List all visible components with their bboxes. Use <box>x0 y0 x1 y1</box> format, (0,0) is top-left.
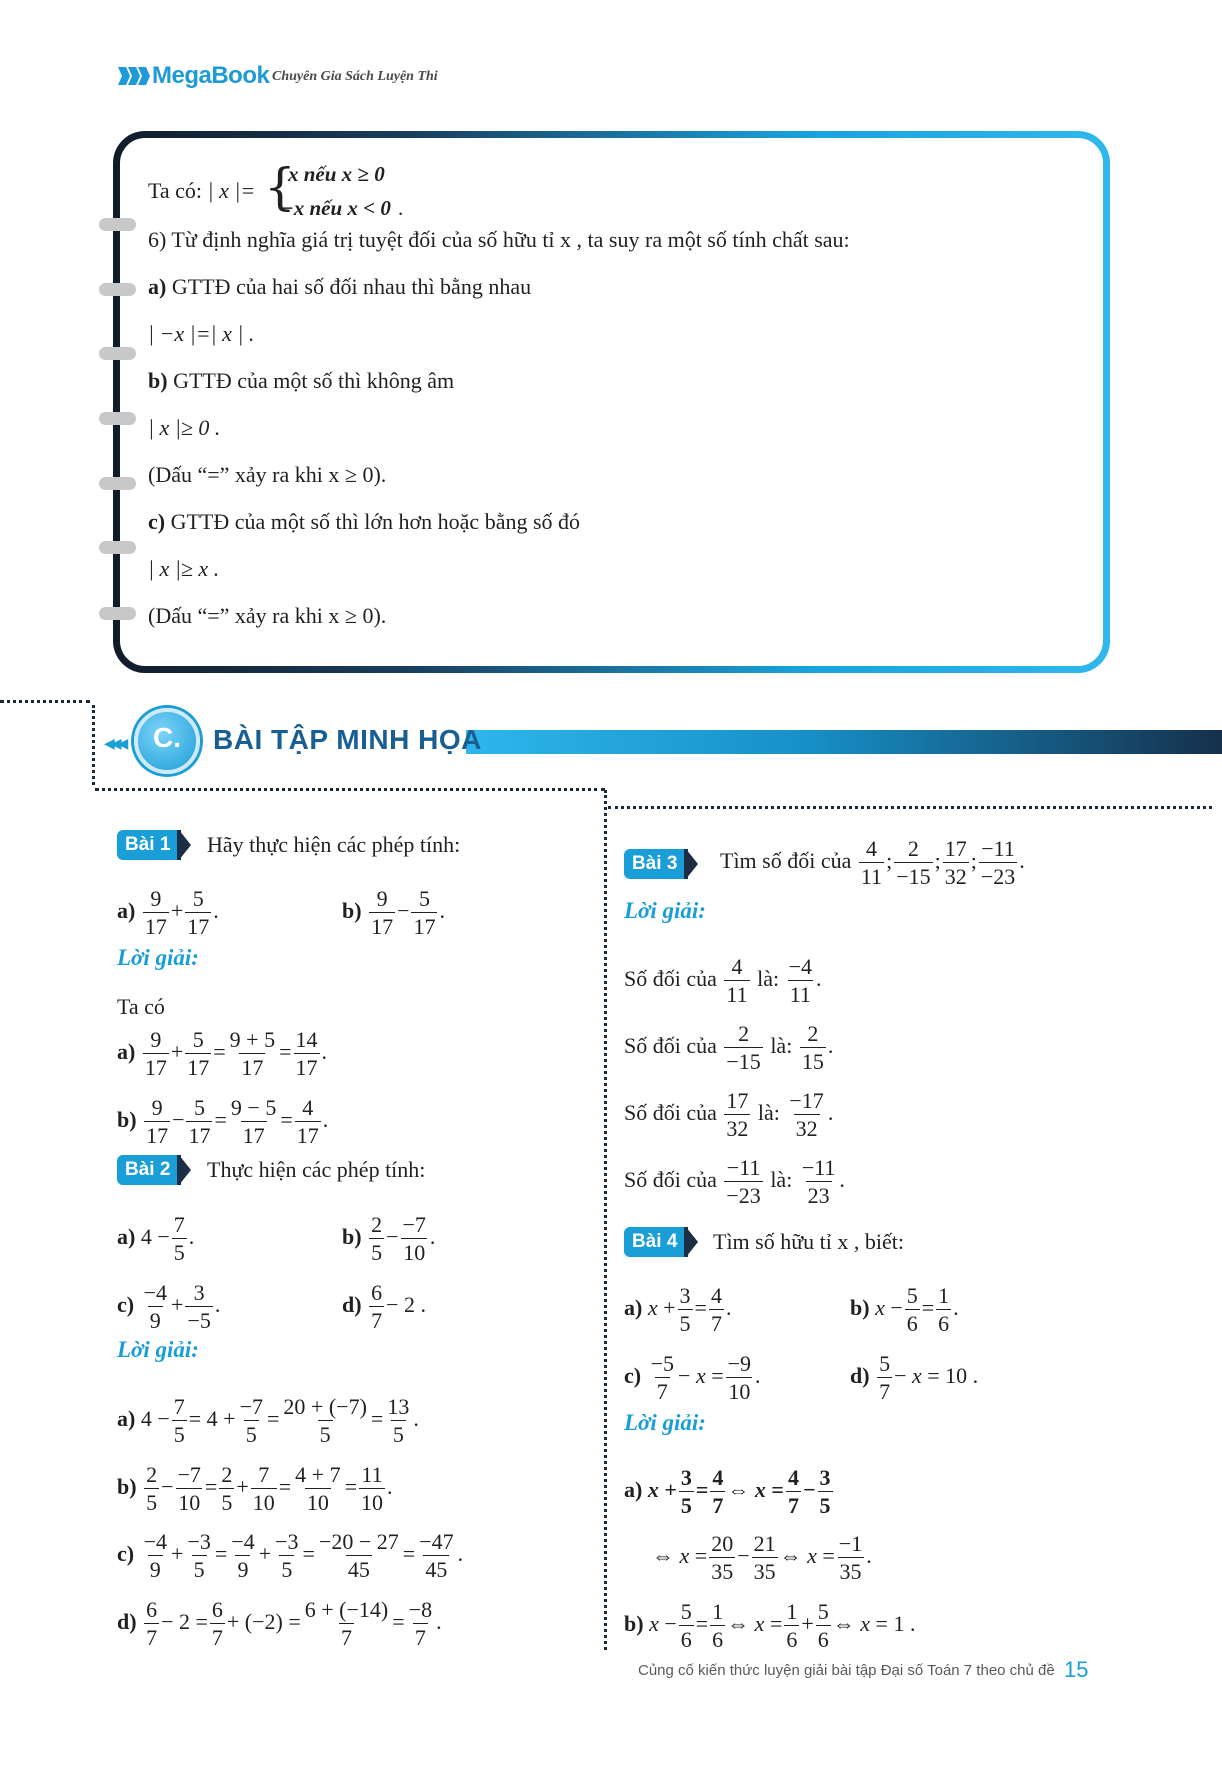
megabook-logo-icon <box>118 67 152 85</box>
bai3-row-1: Số đối của $\frac{4}{11}$ là: $\frac{-4}{11}$ . <box>624 954 822 1007</box>
abs-definition: Ta có: | x |= <box>148 178 256 203</box>
bai2-sol-a: a) 4 − $\frac{7}{5}$ = 4 + $\frac{-7}{5}$ = $\frac{20 + (-7)}{5}$ = $\frac{13}{5}$ . <box>117 1394 419 1447</box>
bai4-solution-label: Lời giải: <box>624 1410 706 1435</box>
bai2-a: a) 4 − $\frac{7}{5}$ . <box>117 1212 195 1265</box>
section-letter: C. <box>153 722 181 753</box>
binder-ring <box>99 541 136 554</box>
property-b-note: (Dấu “=” xảy ra khi x ≥ 0). <box>148 462 387 487</box>
bai4-d: d) $\frac{5}{7}$ − x = 10 . <box>850 1351 979 1404</box>
bai3-solution-label: Lời giải: <box>624 898 706 923</box>
property-a-formula: | −x |=| x | . <box>148 321 255 346</box>
bai1-sol-b: b) $\frac{9}{17}$ − $\frac{5}{17}$ = $\frac{9 - 5}{17}$ = $\frac{4}{17}$ . <box>117 1095 329 1148</box>
arrows-icon: ◀◀◀ <box>104 736 125 752</box>
bai2-sol-b: b) $\frac{2}{5}$ − $\frac{-7}{10}$ = $\frac{2}{5}$ + $\frac{7}{10}$ = $\frac{4 + 7}{10}$ = $\frac{11}{10}$ . <box>117 1462 393 1515</box>
bai1-a: a) $\frac{9}{17}$ + $\frac{5}{17}$ . <box>117 886 219 939</box>
bai1-sol-a: a) $\frac{9}{17}$ + $\frac{5}{17}$ = $\frac{9 + 5}{17}$ = $\frac{14}{17}$ . <box>117 1027 328 1080</box>
brace: { <box>264 158 296 216</box>
section-bar <box>466 730 1222 754</box>
bai4-badge: Bài 4 <box>624 1227 686 1257</box>
property-b: b) GTTĐ của một số thì không âm <box>148 368 455 393</box>
binder-ring <box>99 607 136 620</box>
bai4-sol-b: b) x − $\frac{5}{6}$ = $\frac{1}{6}$ ⇔ x = $\frac{1}{6}$ + $\frac{5}{6}$ ⇔ x = 1 . <box>624 1599 916 1652</box>
bai4-a: a) x + $\frac{3}{5}$ = $\frac{4}{7}$ . <box>624 1283 732 1336</box>
section-title: BÀI TẬP MINH HỌA <box>213 724 482 755</box>
bai1-b: b) $\frac{9}{17}$ − $\frac{5}{17}$ . <box>342 886 445 939</box>
divider <box>0 700 90 703</box>
bai4-sol-a-line2: ⇔ x = $\frac{20}{35}$ − $\frac{21}{35}$ ⇔ x = $\frac{-1}{35}$ . <box>652 1531 872 1584</box>
property-a: a) GTTĐ của hai số đối nhau thì bằng nhau <box>148 274 532 299</box>
case-end: . <box>398 196 404 220</box>
brand-tagline: Chuyên Gia Sách Luyện Thi <box>272 69 438 84</box>
bai1-prompt: Hãy thực hiện các phép tính: <box>207 832 461 857</box>
divider <box>95 788 605 791</box>
bai2-prompt: Thực hiện các phép tính: <box>207 1157 426 1182</box>
bai3-row-4: Số đối của $\frac{-11}{-23}$ là: $\frac{-11}{23}$ . <box>624 1155 845 1208</box>
property-c: c) GTTĐ của một số thì lớn hơn hoặc bằng số đó <box>148 509 581 534</box>
bai4-prompt: Tìm số hữu tỉ x , biết: <box>713 1229 904 1254</box>
bai2-sol-c: c) $\frac{-4}{9}$ + $\frac{-3}{5}$ = $\frac{-4}{9}$ + $\frac{-3}{5}$ = $\frac{-20 - 27}{45}$ = $\frac{-47}{45}$ . <box>117 1529 464 1582</box>
column-divider <box>604 790 607 1650</box>
bai1-solution-label: Lời giải: <box>117 945 199 970</box>
property-c-formula: | x |≥ x . <box>148 556 220 581</box>
bai1-taco: Ta có <box>117 994 165 1019</box>
bai2-badge: Bài 2 <box>117 1155 179 1185</box>
bai2-d: d) $\frac{6}{7}$ − 2 . <box>342 1280 426 1333</box>
footer-text: Củng cố kiến thức luyện giải bài tập Đại số Toán 7 theo chủ đề <box>638 1662 1055 1679</box>
bai3-row-3: Số đối của $\frac{17}{32}$ là: $\frac{-17}{32}$ . <box>624 1088 834 1141</box>
divider <box>608 806 1212 809</box>
property-c-note: (Dấu “=” xảy ra khi x ≥ 0). <box>148 603 387 628</box>
case-1: x nếu x ≥ 0 <box>288 162 385 186</box>
binder-ring <box>99 283 136 296</box>
divider <box>92 705 95 785</box>
case-2: −x nếu x < 0 <box>281 196 391 220</box>
bai4-sol-a-line1: a) x + $\frac{3}{5}$ = $\frac{4}{7}$ ⇔ x = $\frac{4}{7}$ − $\frac{3}{5}$ <box>624 1465 831 1518</box>
bai2-b: b) $\frac{2}{5}$ − $\frac{-7}{10}$ . <box>342 1212 436 1265</box>
bai3-prompt: Tìm số đối của $\frac{4}{11}$ ; $\frac{2}{-15}$ ; $\frac{17}{32}$ ; $\frac{-11}{-23}$ . <box>720 836 1025 889</box>
binder-ring <box>99 412 136 425</box>
bai1-badge: Bài 1 <box>117 830 179 860</box>
bai3-row-2: Số đối của $\frac{2}{-15}$ là: $\frac{2}{15}$ . <box>624 1021 834 1074</box>
bai2-solution-label: Lời giải: <box>117 1337 199 1362</box>
theory-box <box>113 131 1110 673</box>
bai2-sol-d: d) $\frac{6}{7}$ − 2 = $\frac{6}{7}$ + (−2) = $\frac{6 + (-14)}{7}$ = $\frac{-8}{7}$ . <box>117 1597 442 1650</box>
binder-ring <box>99 347 136 360</box>
brand-name: MegaBook <box>152 62 270 89</box>
bai2-c: c) $\frac{-4}{9}$ + $\frac{3}{-5}$ . <box>117 1280 221 1333</box>
bai3-badge: Bài 3 <box>624 849 686 879</box>
property-b-formula: | x |≥ 0 . <box>148 415 221 440</box>
bai4-b: b) x − $\frac{5}{6}$ = $\frac{1}{6}$ . <box>850 1283 959 1336</box>
bai4-c: c) $\frac{-5}{7}$ − x = $\frac{-9}{10}$ . <box>624 1351 761 1404</box>
binder-ring <box>99 218 136 231</box>
page-number: 15 <box>1064 1657 1089 1682</box>
binder-ring <box>99 477 136 490</box>
property-6-text: 6) Từ định nghĩa giá trị tuyệt đối của số hữu tỉ x , ta suy ra một số tính chất sau: <box>148 227 850 252</box>
